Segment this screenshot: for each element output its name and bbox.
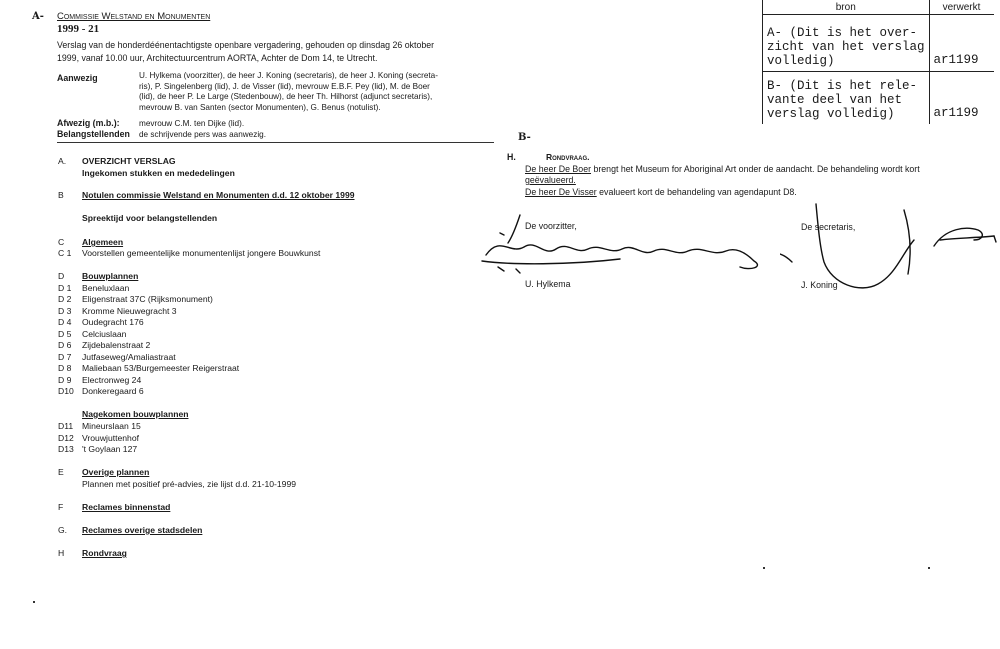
rondvraag-line-2: geëvalueerd. <box>525 175 576 185</box>
agenda-code: H <box>58 548 65 558</box>
bron-cell <box>763 72 930 124</box>
absent-label: Afwezig (m.b.): <box>57 118 120 128</box>
agenda-title: Overige plannen <box>82 467 150 477</box>
item-text: Oudegracht 176 <box>82 317 144 327</box>
present-label: Aanwezig <box>57 73 98 83</box>
bron-cell <box>763 15 930 72</box>
header-divider <box>57 142 494 143</box>
rondvraag-person: De heer De Visser <box>525 187 597 197</box>
chair-name: U. Hylkema <box>525 279 571 289</box>
present-line: (lid), de heer P. Le Large (Stedenbouw), de heer Th. Hilhorst (adjunct secretaris), <box>139 92 433 101</box>
intro-line-1: Verslag van de honderdéénentachtigste openbare vergadering, gehouden op dinsdag 26 oktober <box>57 40 435 50</box>
item-text: Eligenstraat 37C (Rijksmonument) <box>82 294 213 304</box>
item-code: D13 <box>58 444 74 454</box>
verwerkt-cell <box>929 72 994 124</box>
item-text: Beneluxlaan <box>82 283 130 293</box>
agenda-title: Rondvraag <box>82 548 127 558</box>
rondvraag-person: De heer De Boer <box>525 164 592 174</box>
item-text: Donkeregaard 6 <box>82 386 144 396</box>
intro-line-2: 1999, vanaf 10.00 uur, Architectuurcentrum AORTA, Achter de Dom 14, te Utrecht. <box>57 53 378 63</box>
org-name: Commissie Welstand en Monumenten <box>57 11 211 22</box>
item-text: 't Goylaan 127 <box>82 444 138 454</box>
verwerkt-cell <box>929 15 994 72</box>
verwerkt-text: ar1199 <box>933 105 979 120</box>
item-text: Electronweg 24 <box>82 375 142 385</box>
agenda-title: Notulen commissie Welstand en Monumenten d.d. 12 oktober 1999 <box>82 190 355 200</box>
agenda-subtitle: Ingekomen stukken en mededelingen <box>82 168 235 178</box>
agenda-subtitle: Spreektijd voor belangstellenden <box>82 213 218 223</box>
item-code: D 2 <box>58 294 72 304</box>
secretary-label: De secretaris, <box>801 222 856 232</box>
interested-label: Belangstellenden <box>57 129 130 139</box>
rondvraag-code: H. <box>507 152 516 162</box>
column-header-bron: bron <box>763 0 930 15</box>
agenda-title: Bouwplannen <box>82 271 139 281</box>
item-code: D 9 <box>58 375 72 385</box>
bron-text: B- (Dit is het rele- vante deel van het verslag volledig) <box>767 78 918 121</box>
bron-text: A- (Dit is het over- zicht van het verslag volledig) <box>767 26 925 68</box>
agenda-code: A. <box>58 156 67 166</box>
item-code: D 4 <box>58 317 72 327</box>
bron-table <box>762 0 994 124</box>
scan-speck <box>928 567 930 569</box>
rondvraag-text: evalueert kort de behandeling van agendapunt D8. <box>596 187 797 197</box>
chair-label: De voorzitter, <box>525 221 577 231</box>
agenda-title: Reclames binnenstad <box>82 502 171 512</box>
agenda-code: G. <box>58 525 68 535</box>
item-code: D10 <box>58 386 74 396</box>
item-code: D 7 <box>58 352 72 362</box>
agenda-title: Nagekomen bouwplannen <box>82 409 189 419</box>
agenda-code: F <box>58 502 64 512</box>
agenda-title: OVERZICHT VERSLAG <box>82 156 176 166</box>
item-code: D 3 <box>58 306 72 316</box>
item-text: Mineurslaan 15 <box>82 421 141 431</box>
scan-speck <box>763 567 765 569</box>
present-list <box>139 71 438 113</box>
item-text: Celciuslaan <box>82 329 127 339</box>
secretary-name: J. Koning <box>801 280 838 290</box>
item-text: Zijdebalenstraat 2 <box>82 340 151 350</box>
agenda-title: Algemeen <box>82 237 124 247</box>
table-header-row <box>763 0 994 15</box>
item-text: Kromme Nieuwegracht 3 <box>82 306 177 316</box>
report-number: 1999 - 21 <box>57 23 100 35</box>
rondvraag-line-1 <box>525 164 920 175</box>
present-line: mevrouw B. van Santen (sector Monumenten), G. Benus (notulist). <box>139 102 381 112</box>
absent-text: mevrouw C.M. ten Dijke (lid). <box>139 119 245 128</box>
agenda-code: E <box>58 467 64 477</box>
item-code: D 6 <box>58 340 72 350</box>
column-header-verwerkt: verwerkt <box>929 0 994 15</box>
table-row <box>763 72 994 124</box>
agenda-code: C <box>58 237 65 247</box>
item-code: D 5 <box>58 329 72 339</box>
rondvraag-title: Rondvraag. <box>546 152 590 162</box>
item-text: Jutfaseweg/Amaliastraat <box>82 352 176 362</box>
item-code: D 8 <box>58 363 72 373</box>
rondvraag-text: brengt het Museum for Aboriginal Art onder de aandacht. De behandeling wordt kort <box>591 164 920 174</box>
item-text: Maliebaan 53/Burgemeester Reigerstraat <box>82 363 240 373</box>
verwerkt-text: ar1199 <box>933 53 979 67</box>
section-marker-b: B- <box>518 132 531 143</box>
item-text: Vrouwjuttenhof <box>82 433 140 443</box>
section-marker-a: A- <box>32 11 44 22</box>
item-code: D 1 <box>58 283 72 293</box>
item-code: D12 <box>58 433 74 443</box>
present-line: ris), P. Singelenberg (lid), J. de Visser (lid), mevrouw E.B.F. Pey (lid), M. de Boer <box>139 81 430 91</box>
present-line: U. Hylkema (voorzitter), de heer J. Koning (secretaris), de heer J. Koning (secreta- <box>139 71 438 80</box>
scan-speck <box>33 601 35 603</box>
chair-signature <box>480 195 790 285</box>
table-row <box>763 15 994 72</box>
agenda-code: B <box>58 190 64 200</box>
item-text: Voorstellen gemeentelijke monumentenlijst jongere Bouwkunst <box>82 248 321 258</box>
interested-text: de schrijvende pers was aanwezig. <box>139 130 266 139</box>
item-code: D11 <box>58 421 74 431</box>
item-code: C 1 <box>58 248 72 258</box>
agenda-code: D <box>58 271 65 281</box>
agenda-title: Reclames overige stadsdelen <box>82 525 203 535</box>
secretary-signature <box>780 200 998 296</box>
agenda-subtitle: Plannen met positief pré-advies, zie lijst d.d. 21-10-1999 <box>82 479 297 489</box>
